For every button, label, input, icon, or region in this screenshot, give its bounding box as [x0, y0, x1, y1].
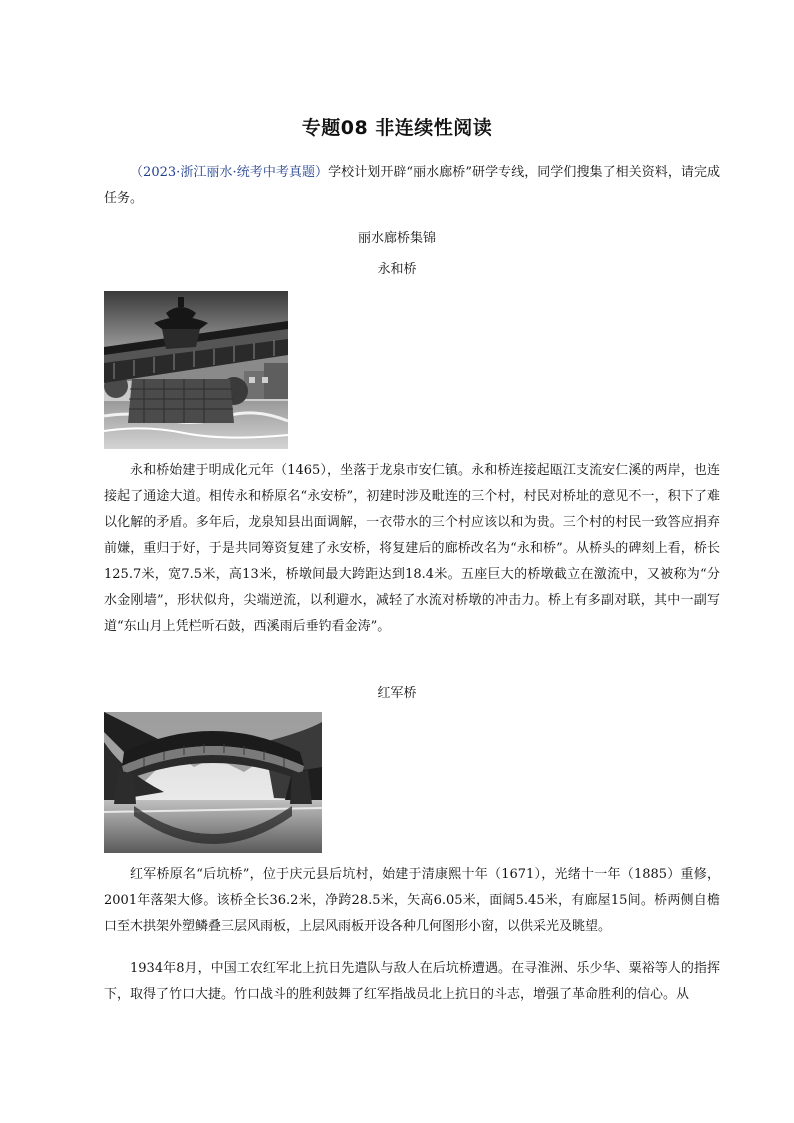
- yonghe-bridge-photo: [104, 291, 288, 449]
- intro-text: 学校计划开辟“丽水廊桥”研学专线，同学们搜集了相关资料，请完成任务。: [104, 165, 720, 206]
- bridge2-paragraph-2: 1934年8月，中国工农红军北上抗日先遣队与敌人在后坑桥遭遇。在寻淮洲、乐少华、粟裕等人的指挥下，取得了竹口大捷。竹口战斗的胜利鼓舞了红军指战员北上抗日的斗志，增强了革命胜利的信心。从: [104, 961, 720, 1002]
- collection-title: 丽水廊桥集锦: [357, 231, 436, 246]
- intro-paragraph: [104, 160, 720, 212]
- bridge2-name: 红军桥: [377, 686, 417, 701]
- question-source: （2023·浙江丽水·统考中考真题）: [130, 165, 329, 180]
- hongjun-bridge-photo: [104, 712, 322, 853]
- bridge1-paragraph: 永和桥始建于明成化元年（1465），坐落于龙泉市安仁镇。永和桥连接起瓯江支流安仁溪的两岸，也连接起了通途大道。相传永和桥原名“永安桥”，初建时涉及毗连的三个村，村民对桥址的意见不一，积下了难以化解的矛盾。多年后，龙泉知县出面调解，一衣带水的三个村应该以和为贵。三个村的村民一致答应捐弃前嫌，重归于好，于是共同筹资复建了永安桥，将复建后的廊桥改名为“永和桥”。从桥头的碑刻上看，桥长125.7米，宽7.5米，高13米，桥墩间最大跨距达到18.4米。五座巨大的桥墩截立在激流中，又被称为“分水金刚墙”，形状似舟，尖端逆流，以利避水，减轻了水流对桥墩的冲击力。桥上有多副对联，其中一副写道“东山月上凭栏听石鼓，西溪雨后垂钓看金涛”。: [104, 463, 720, 634]
- bridge2-paragraph-1: 红军桥原名“后坑桥”，位于庆元县后坑村，始建于清康熙十年（1671），光绪十一年（1885）重修，2001年落架大修。该桥全长36.2米，净跨28.5米，矢高6.05米，面阔5.45米，有廊屋15间。桥两侧自檐口至木拱架外塑鳞叠三层风雨板，上层风雨板开设各种几何图形小窗，以供采光及眺望。: [104, 867, 720, 934]
- page-title: 专题08 非连续性阅读: [301, 117, 493, 139]
- bridge1-name: 永和桥: [377, 262, 417, 277]
